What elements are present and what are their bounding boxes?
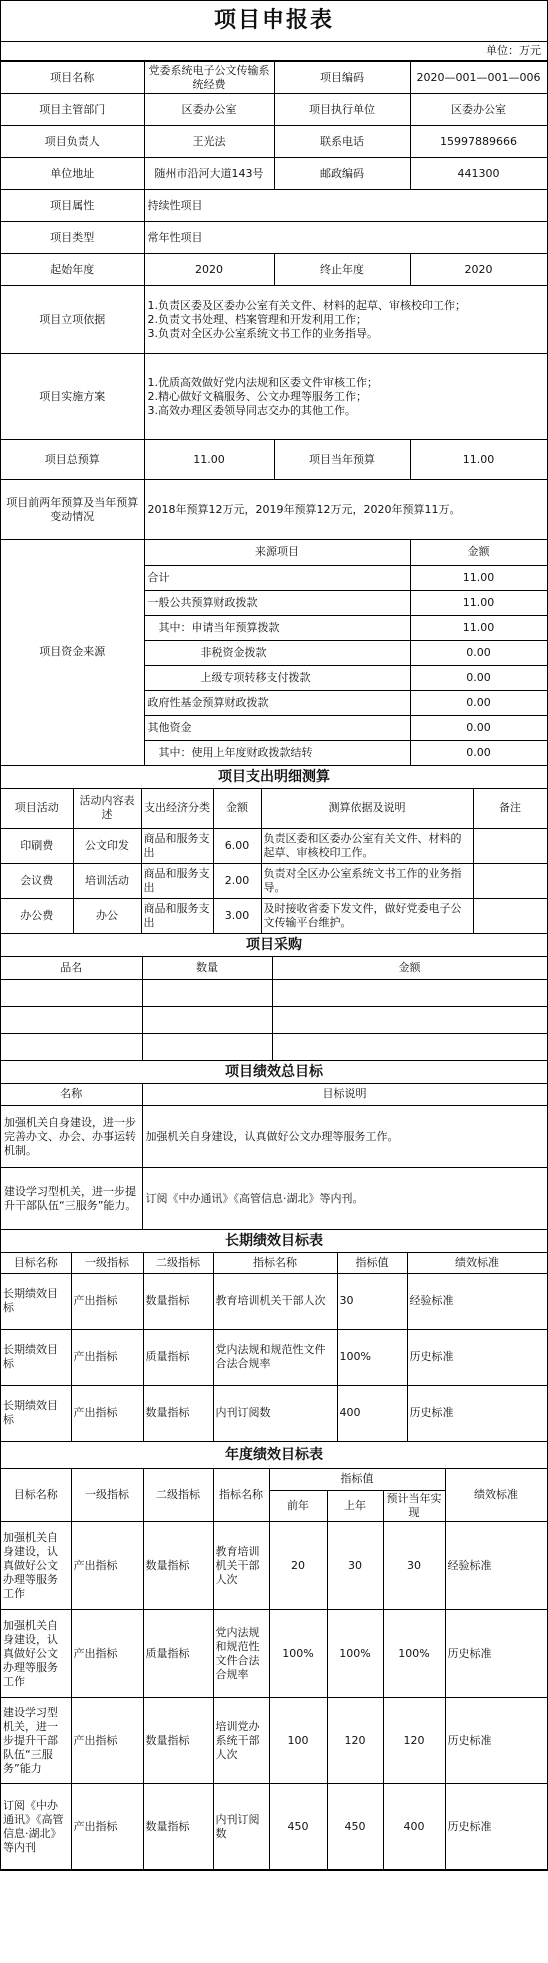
perf-total-desc: 加强机关自身建设，认真做好公文办理等服务工作。 — [142, 1106, 547, 1168]
long-standard: 历史标准 — [407, 1329, 547, 1385]
expense-col-activity: 项目活动 — [1, 789, 73, 829]
total-budget-label: 项目总预算 — [1, 440, 144, 480]
long-level2: 质量指标 — [143, 1329, 213, 1385]
long-term-row — [1, 1385, 547, 1441]
long-col-value: 指标值 — [337, 1253, 407, 1273]
annual-row — [1, 1784, 547, 1870]
annual-prev1: 100% — [327, 1610, 383, 1698]
plan-text — [144, 354, 547, 440]
annual-target: 加强机关自身建设，认真做好公文办理等服务工作 — [1, 1610, 71, 1698]
purchase-empty-row — [1, 1006, 547, 1033]
long-level1: 产出指标 — [71, 1385, 143, 1441]
annual-prev1: 120 — [327, 1698, 383, 1784]
long-indicator: 党内法规和规范性文件合法合规率 — [213, 1329, 337, 1385]
basis-line: 2.负责文书处理、档案管理和开发利用工作； — [147, 312, 367, 326]
total-budget-value: 11.00 — [144, 440, 274, 480]
expense-row — [1, 899, 547, 934]
zip-label: 邮政编码 — [274, 158, 410, 190]
expense-col-basis: 测算依据及说明 — [261, 789, 473, 829]
unit-label: 单位：万元 — [1, 42, 547, 61]
long-term-table — [1, 1253, 548, 1442]
perf-total-row — [1, 1168, 547, 1230]
address-label: 单位地址 — [1, 158, 144, 190]
annual-col-level1: 一级指标 — [71, 1469, 143, 1522]
annual-col-standard: 绩效标准 — [445, 1469, 547, 1522]
long-col-level1: 一级指标 — [71, 1253, 143, 1273]
perf-total-name: 建设学习型机关，进一步提升干部队伍“三服务”能力。 — [1, 1168, 142, 1230]
exec-unit-label: 项目执行单位 — [274, 94, 410, 126]
expense-class: 商品和服务支出 — [141, 829, 213, 864]
perf-total-col-name: 名称 — [1, 1084, 142, 1106]
fund-source-name: 一般公共预算财政拨款 — [144, 590, 410, 615]
expense-note — [473, 864, 547, 899]
long-term-section-title: 长期绩效目标表 — [1, 1230, 547, 1253]
address-value: 随州市沿河大道143号 — [144, 158, 274, 190]
project-info-table — [1, 61, 548, 540]
annual-target: 建设学习型机关，进一步提升干部队伍“三服务”能力 — [1, 1698, 71, 1784]
long-level2: 数量指标 — [143, 1385, 213, 1441]
project-code-label: 项目编码 — [274, 62, 410, 94]
fund-source-name: 其中：使用上年度财政拨款结转 — [144, 740, 410, 765]
annual-col-value: 指标值 — [269, 1469, 445, 1491]
current-budget-label: 项目当年预算 — [274, 440, 410, 480]
expense-section-title: 项目支出明细测算 — [1, 766, 547, 789]
budget-change-value: 2018年预算12万元，2019年预算12万元，2020年预算11万。 — [144, 480, 547, 540]
long-standard: 历史标准 — [407, 1385, 547, 1441]
perf-total-desc: 订阅《中办通讯》《高管信息·湖北》等内刊。 — [142, 1168, 547, 1230]
basis-text — [144, 286, 547, 354]
long-term-row — [1, 1329, 547, 1385]
annual-current: 30 — [383, 1522, 445, 1610]
expense-col-class: 支出经济分类 — [141, 789, 213, 829]
plan-line: 2.精心做好文稿服务、公文办理等服务工作； — [147, 389, 367, 403]
fund-source-name: 政府性基金预算财政拨款 — [144, 690, 410, 715]
perf-total-section-title: 项目绩效总目标 — [1, 1061, 547, 1084]
funds-table — [1, 540, 548, 766]
long-value: 400 — [337, 1385, 407, 1441]
project-code-value: 2020—001—001—006 — [410, 62, 547, 94]
project-name-label: 项目名称 — [1, 62, 144, 94]
fund-source-name: 上级专项转移支付拨款 — [144, 665, 410, 690]
annual-standard: 经验标准 — [445, 1522, 547, 1610]
expense-basis: 负责区委和区委办公室有关文件、材料的起草、审核校印工作。 — [261, 829, 473, 864]
dept-label: 项目主管部门 — [1, 94, 144, 126]
expense-amount: 6.00 — [213, 829, 261, 864]
long-indicator: 内刊订阅数 — [213, 1385, 337, 1441]
annual-row — [1, 1522, 547, 1610]
purchase-section-title: 项目采购 — [1, 934, 547, 957]
fund-source-amount: 0.00 — [410, 690, 547, 715]
fund-source-name: 合计 — [144, 565, 410, 590]
type-value: 常年性项目 — [144, 222, 547, 254]
fund-source-amount: 11.00 — [410, 590, 547, 615]
annual-target: 订阅《中办通讯》《高管信息·湖北》等内刊 — [1, 1784, 71, 1870]
annual-level1: 产出指标 — [71, 1610, 143, 1698]
long-level2: 数量指标 — [143, 1273, 213, 1329]
expense-table — [1, 789, 548, 935]
long-col-indicator: 指标名称 — [213, 1253, 337, 1273]
basis-label: 项目立项依据 — [1, 286, 144, 354]
annual-indicator: 教育培训机关干部人次 — [213, 1522, 269, 1610]
fund-source-amount: 0.00 — [410, 715, 547, 740]
annual-level2: 质量指标 — [143, 1610, 213, 1698]
annual-section-title: 年度绩效目标表 — [1, 1442, 547, 1469]
long-target: 长期绩效目标 — [1, 1385, 71, 1441]
purchase-col-qty: 数量 — [142, 957, 272, 979]
attr-value: 持续性项目 — [144, 190, 547, 222]
annual-current: 120 — [383, 1698, 445, 1784]
person-label: 项目负责人 — [1, 126, 144, 158]
type-label: 项目类型 — [1, 222, 144, 254]
annual-current: 400 — [383, 1784, 445, 1870]
perf-total-table — [1, 1084, 548, 1231]
expense-col-note: 备注 — [473, 789, 547, 829]
expense-activity: 印刷费 — [1, 829, 73, 864]
expense-content: 办公 — [73, 899, 141, 934]
annual-col-target: 目标名称 — [1, 1469, 71, 1522]
exec-unit-value: 区委办公室 — [410, 94, 547, 126]
long-col-target: 目标名称 — [1, 1253, 71, 1273]
long-col-standard: 绩效标准 — [407, 1253, 547, 1273]
fund-source-name: 非税资金拨款 — [144, 640, 410, 665]
budget-change-label: 项目前两年预算及当年预算变动情况 — [1, 480, 144, 540]
project-name-value: 党委系统电子公文传输系统经费 — [144, 62, 274, 94]
annual-prev2: 450 — [269, 1784, 327, 1870]
annual-level2: 数量指标 — [143, 1698, 213, 1784]
fund-source-amount: 0.00 — [410, 640, 547, 665]
person-value: 王光法 — [144, 126, 274, 158]
annual-prev1: 30 — [327, 1522, 383, 1610]
long-indicator: 教育培训机关干部人次 — [213, 1273, 337, 1329]
annual-col-indicator: 指标名称 — [213, 1469, 269, 1522]
expense-content: 培训活动 — [73, 864, 141, 899]
start-year-value: 2020 — [144, 254, 274, 286]
annual-prev2: 100% — [269, 1610, 327, 1698]
funds-source-label: 项目资金来源 — [1, 540, 144, 765]
annual-standard: 历史标准 — [445, 1610, 547, 1698]
start-year-label: 起始年度 — [1, 254, 144, 286]
fund-source-amount: 11.00 — [410, 565, 547, 590]
purchase-empty-row — [1, 1033, 547, 1060]
long-standard: 经验标准 — [407, 1273, 547, 1329]
fund-source-name: 其中：申请当年预算拨款 — [144, 615, 410, 640]
annual-prev1: 450 — [327, 1784, 383, 1870]
phone-label: 联系电话 — [274, 126, 410, 158]
annual-col-prev2: 前年 — [269, 1491, 327, 1522]
long-value: 100% — [337, 1329, 407, 1385]
expense-amount: 2.00 — [213, 864, 261, 899]
funds-col-source: 来源项目 — [144, 540, 410, 565]
funds-col-amount: 金额 — [410, 540, 547, 565]
plan-line: 3.高效办理区委领导同志交办的其他工作。 — [147, 403, 356, 417]
long-target: 长期绩效目标 — [1, 1273, 71, 1329]
expense-note — [473, 829, 547, 864]
perf-total-name: 加强机关自身建设，进一步完善办文、办会、办事运转机制。 — [1, 1106, 142, 1168]
end-year-value: 2020 — [410, 254, 547, 286]
annual-indicator: 党内法规和规范性文件合法合规率 — [213, 1610, 269, 1698]
expense-note — [473, 899, 547, 934]
annual-level2: 数量指标 — [143, 1522, 213, 1610]
purchase-empty-row — [1, 979, 547, 1006]
fund-source-amount: 0.00 — [410, 740, 547, 765]
attr-label: 项目属性 — [1, 190, 144, 222]
basis-line: 1.负责区委及区委办公室有关文件、材料的起草、审核校印工作； — [147, 298, 466, 312]
annual-table — [1, 1469, 548, 1871]
zip-value: 441300 — [410, 158, 547, 190]
long-value: 30 — [337, 1273, 407, 1329]
expense-row — [1, 864, 547, 899]
long-col-level2: 二级指标 — [143, 1253, 213, 1273]
perf-total-col-desc: 目标说明 — [142, 1084, 547, 1106]
fund-source-amount: 0.00 — [410, 665, 547, 690]
expense-basis: 及时接收省委下发文件，做好党委电子公文传输平台维护。 — [261, 899, 473, 934]
expense-basis: 负责对全区办公室系统文书工作的业务指导。 — [261, 864, 473, 899]
end-year-label: 终止年度 — [274, 254, 410, 286]
long-level1: 产出指标 — [71, 1329, 143, 1385]
long-level1: 产出指标 — [71, 1273, 143, 1329]
plan-label: 项目实施方案 — [1, 354, 144, 440]
purchase-col-item: 品名 — [1, 957, 142, 979]
annual-prev2: 100 — [269, 1698, 327, 1784]
annual-col-current: 预计当年实现 — [383, 1491, 445, 1522]
basis-line: 3.负责对全区办公室系统文书工作的业务指导。 — [147, 326, 378, 340]
annual-row — [1, 1698, 547, 1784]
annual-target: 加强机关自身建设，认真做好公文办理等服务工作 — [1, 1522, 71, 1610]
expense-class: 商品和服务支出 — [141, 899, 213, 934]
form-title: 项目申报表 — [1, 1, 547, 42]
expense-activity: 会议费 — [1, 864, 73, 899]
annual-indicator: 内刊订阅数 — [213, 1784, 269, 1870]
annual-prev2: 20 — [269, 1522, 327, 1610]
annual-level1: 产出指标 — [71, 1522, 143, 1610]
expense-class: 商品和服务支出 — [141, 864, 213, 899]
annual-standard: 历史标准 — [445, 1698, 547, 1784]
current-budget-value: 11.00 — [410, 440, 547, 480]
fund-source-amount: 11.00 — [410, 615, 547, 640]
annual-col-prev1: 上年 — [327, 1491, 383, 1522]
annual-col-level2: 二级指标 — [143, 1469, 213, 1522]
expense-amount: 3.00 — [213, 899, 261, 934]
annual-indicator: 培训党办系统干部人次 — [213, 1698, 269, 1784]
expense-row — [1, 829, 547, 864]
purchase-col-amount: 金额 — [272, 957, 547, 979]
phone-value: 15997889666 — [410, 126, 547, 158]
long-target: 长期绩效目标 — [1, 1329, 71, 1385]
annual-level2: 数量指标 — [143, 1784, 213, 1870]
annual-level1: 产出指标 — [71, 1698, 143, 1784]
perf-total-row — [1, 1106, 547, 1168]
annual-standard: 历史标准 — [445, 1784, 547, 1870]
long-term-row — [1, 1273, 547, 1329]
expense-col-amount: 金额 — [213, 789, 261, 829]
expense-col-content: 活动内容表述 — [73, 789, 141, 829]
purchase-table — [1, 957, 548, 1061]
annual-current: 100% — [383, 1610, 445, 1698]
expense-content: 公文印发 — [73, 829, 141, 864]
annual-row — [1, 1610, 547, 1698]
annual-level1: 产出指标 — [71, 1784, 143, 1870]
fund-source-name: 其他资金 — [144, 715, 410, 740]
dept-value: 区委办公室 — [144, 94, 274, 126]
plan-line: 1.优质高效做好党内法规和区委文件审核工作； — [147, 375, 378, 389]
expense-activity: 办公费 — [1, 899, 73, 934]
